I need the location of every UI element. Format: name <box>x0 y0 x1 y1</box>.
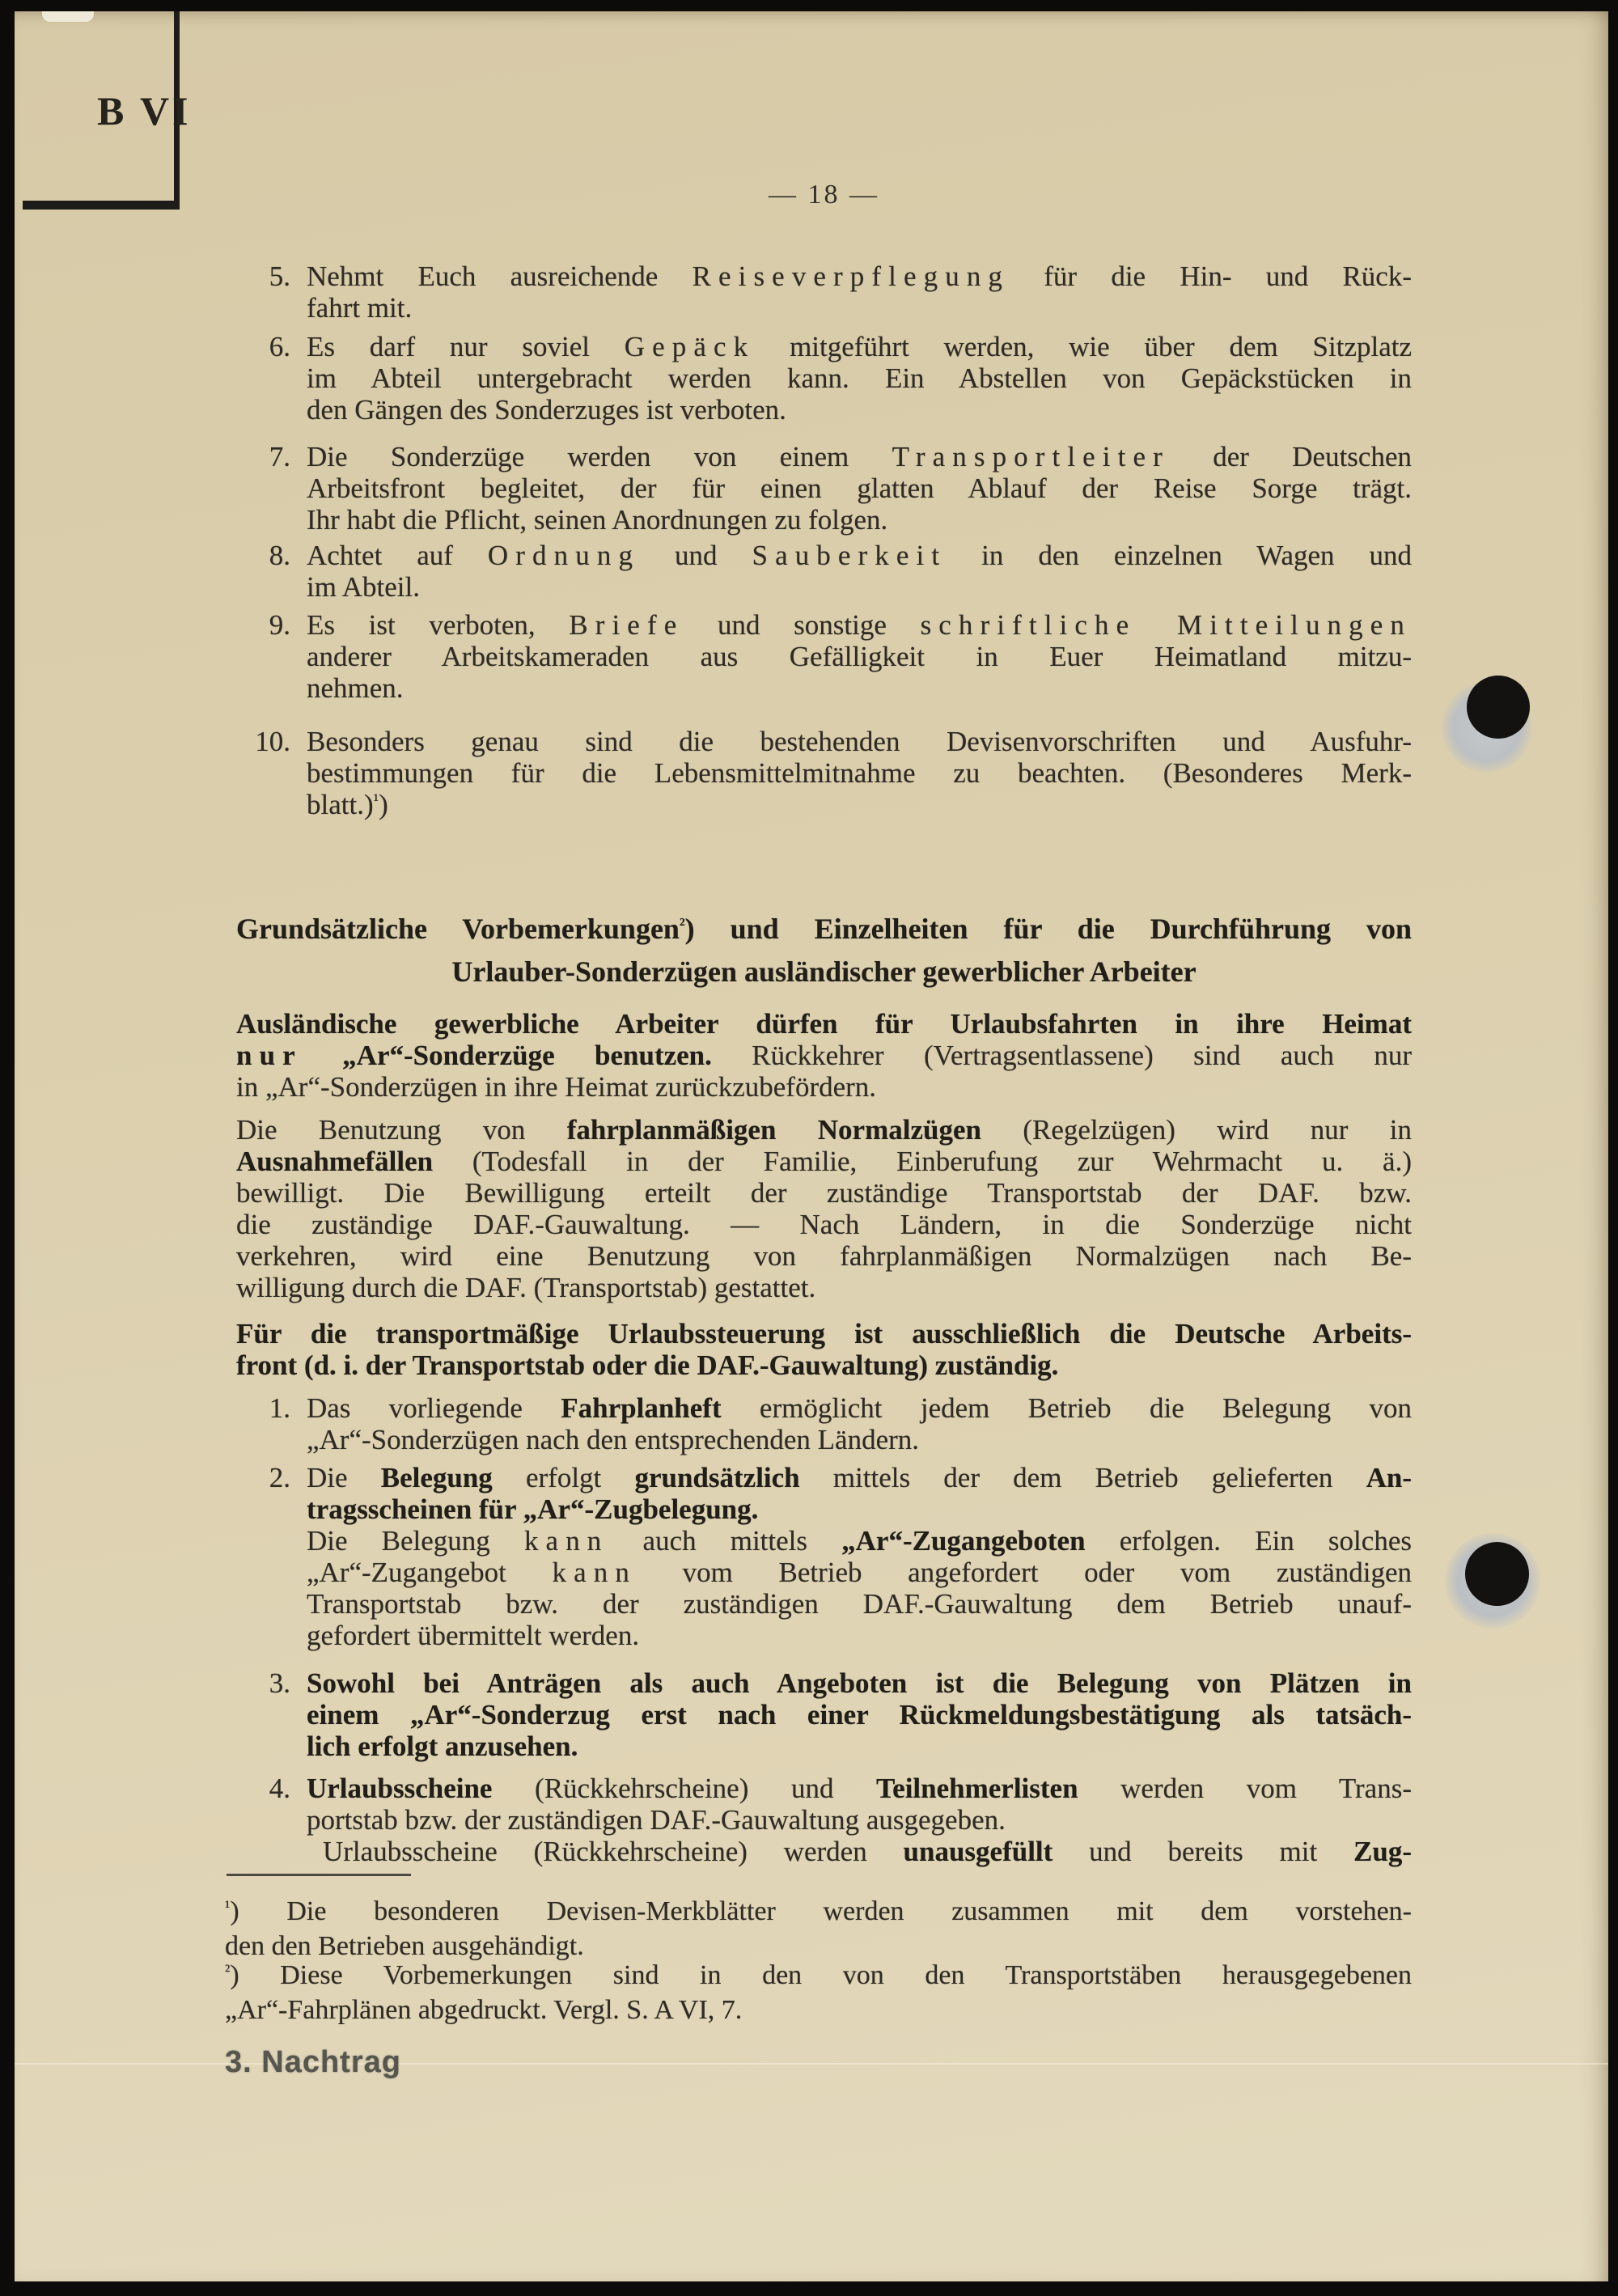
supplement-label: 3. Nachtrag <box>225 2045 401 2079</box>
text-run: Ordnung <box>487 540 641 571</box>
text-run: Für die transportmäßige Urlaubssteuerung ist ausschließlich die Deutsche Arbeits- <box>236 1318 1412 1349</box>
text-run: Fahrplanheft <box>561 1392 722 1424</box>
text-line <box>307 1557 1412 1588</box>
text-line <box>236 1008 1412 1040</box>
text-run: An- <box>1366 1462 1412 1493</box>
text-run: den den Betrieben ausgehändigt. <box>225 1931 584 1961</box>
corner-box-horizontal-rule <box>23 201 180 210</box>
text-line <box>307 1836 1412 1867</box>
section-heading <box>236 909 1412 991</box>
normal-trains-paragraph <box>236 1114 1412 1303</box>
text-line <box>236 909 1412 952</box>
text-run: gefordert übermittelt werden. <box>307 1620 640 1651</box>
text-run: „Ar“-Sonderzügen nach den entsprechenden Ländern. <box>307 1424 920 1455</box>
text-run: grundsätzlich <box>634 1462 800 1493</box>
text-run: Urlauber-Sonderzügen ausländischer gewerblicher Arbeiter <box>451 955 1197 988</box>
list-item <box>218 261 1412 324</box>
item-number: 8. <box>269 540 290 571</box>
text-line <box>307 726 1412 757</box>
text-run: Ausnahmefällen <box>236 1146 434 1177</box>
text-line <box>307 609 1412 641</box>
text-line <box>236 1272 1412 1303</box>
text-line <box>307 1699 1412 1730</box>
text-line <box>307 1392 1412 1424</box>
text-run: Teilnehmerlisten <box>876 1773 1078 1804</box>
text-run: ¹ <box>373 790 379 811</box>
text-run: Achtet auf <box>307 540 488 571</box>
text-line <box>307 540 1412 571</box>
hole-punch <box>1465 1542 1529 1606</box>
text-run: fahrt mit. <box>307 292 413 324</box>
item-text <box>307 609 1412 704</box>
text-line <box>236 1071 1412 1103</box>
item-number: 10. <box>255 726 290 757</box>
intro-paragraph <box>236 1008 1412 1103</box>
text-line <box>307 331 1412 362</box>
text-line <box>307 1667 1412 1699</box>
text-run: lich erfolgt anzusehen. <box>307 1730 578 1762</box>
item-number: 9. <box>269 609 290 641</box>
text-run: Transportstab bzw. der zuständigen DAF.-Gauwaltung dem Betrieb unauf- <box>307 1588 1412 1620</box>
text-run: Es ist verboten, <box>307 609 570 641</box>
text-line <box>225 1896 1412 1930</box>
text-run: ) und Einzelheiten für die Durchführung von <box>684 913 1412 945</box>
text-line <box>236 1114 1412 1146</box>
text-run: mittels der dem Betrieb gelieferten <box>799 1462 1366 1493</box>
text-line <box>307 394 1412 426</box>
text-line <box>307 472 1412 504</box>
item-number: 6. <box>269 331 290 362</box>
text-run: Es darf nur soviel <box>307 331 625 362</box>
text-run: willigung durch die DAF. (Transportstab) gestattet. <box>236 1272 816 1303</box>
text-run: Urlaubsscheine (Rückkehrscheine) werden <box>323 1836 904 1867</box>
text-run: front (d. i. der Transportstab oder die DAF.-Gauwaltung) zuständig. <box>236 1349 1059 1381</box>
text-run: den Gängen des Sonderzuges ist verboten. <box>307 394 786 426</box>
text-line <box>307 504 1412 536</box>
text-run: ¹ <box>225 1896 231 1917</box>
text-run: auch mittels <box>608 1525 842 1557</box>
footnote-1 <box>225 1896 1412 1962</box>
text-run: und sonstige <box>684 609 921 641</box>
text-run: blatt.) <box>307 789 374 820</box>
text-line <box>307 362 1412 394</box>
text-run: nehmen. <box>307 672 404 704</box>
item-number: 4. <box>269 1773 290 1804</box>
text-run: (Todesfall in der Familie, Einberufung zur Wehrmacht u. ä.) <box>433 1146 1412 1177</box>
text-line <box>236 1146 1412 1177</box>
text-run: Gepäck <box>624 331 756 362</box>
text-run: Ausländische gewerbliche Arbeiter dürfen für Urlaubsfahrten in ihre Heimat <box>236 1008 1412 1040</box>
text-run: Die Sonderzüge werden von einem <box>307 441 892 472</box>
text-line <box>307 672 1412 704</box>
text-run: „Ar“-Zugangeboten <box>841 1525 1086 1557</box>
text-line <box>236 952 1412 991</box>
text-run: (Regelzügen) wird nur in <box>981 1114 1412 1146</box>
text-run: schriftliche Mitteilungen <box>920 609 1412 641</box>
text-run: kann <box>523 1525 609 1557</box>
text-run: Die <box>307 1462 381 1493</box>
text-line <box>236 1040 1412 1071</box>
text-line <box>236 1349 1412 1381</box>
text-run: Rückkehrer (Vertragsentlassene) sind auch nur <box>711 1040 1412 1071</box>
text-run: erfolgt <box>492 1462 635 1493</box>
text-run: Das vorliegende <box>307 1392 561 1424</box>
text-line <box>307 789 1412 824</box>
list-item <box>218 1462 1412 1651</box>
text-line <box>225 1959 1412 1994</box>
text-run: Transportleiter <box>892 441 1170 472</box>
paper-tear <box>42 11 94 22</box>
text-run: Sauberkeit <box>752 540 947 571</box>
text-run: „Ar“-Sonderzüge benutzen. <box>302 1040 712 1071</box>
text-run: einem „Ar“-Sonderzug erst nach einer Rückmeldungsbestätigung als tatsäch- <box>307 1699 1412 1730</box>
text-run: „Ar“-Zugangebot <box>307 1557 553 1588</box>
item-text <box>307 540 1412 603</box>
text-line <box>236 1209 1412 1240</box>
text-run: Besonders genau sind die bestehenden Devisenvorschriften und Ausfuhr- <box>307 726 1412 757</box>
text-run: Nehmt Euch ausreichende <box>307 261 693 292</box>
item-text <box>307 261 1412 324</box>
text-line <box>307 1493 1412 1525</box>
text-run: ² <box>679 913 685 934</box>
list-item <box>218 331 1412 426</box>
text-run: im Abteil untergebracht werden kann. Ein Abstellen von Gepäckstücken in <box>307 362 1412 394</box>
text-run: ) Die besonderen Devisen-Merkblätter werden zusammen mit dem vorstehen- <box>230 1896 1412 1926</box>
text-run: in „Ar“-Sonderzügen in ihre Heimat zurückzubefördern. <box>236 1071 877 1103</box>
item-text <box>307 331 1412 426</box>
text-line <box>236 1318 1412 1349</box>
text-run: (Rückkehrscheine) und <box>492 1773 877 1804</box>
list-item <box>218 609 1412 704</box>
footnote-2 <box>225 1959 1412 2026</box>
text-line <box>307 757 1412 789</box>
text-run: tragsscheinen für „Ar“-Zugbelegung. <box>307 1493 759 1525</box>
text-line <box>307 292 1412 324</box>
text-run: für die Hin- und Rück- <box>1010 261 1412 292</box>
list-item <box>218 1773 1412 1867</box>
item-text <box>307 1392 1412 1455</box>
hole-punch <box>1467 676 1530 739</box>
text-run: Belegung <box>380 1462 493 1493</box>
text-run: und <box>640 540 752 571</box>
text-run: Die Belegung <box>307 1525 524 1557</box>
item-number: 5. <box>269 261 290 292</box>
text-run: bewilligt. Die Bewilligung erteilt der zuständige Transportstab der DAF. bzw. <box>236 1177 1412 1209</box>
text-line <box>307 641 1412 672</box>
text-run: vom Betrieb angefordert oder vom zuständigen <box>636 1557 1412 1588</box>
text-run: Zug- <box>1353 1836 1412 1867</box>
text-line <box>307 1424 1412 1455</box>
text-run: ² <box>225 1960 231 1980</box>
text-line <box>307 1462 1412 1493</box>
text-line <box>307 441 1412 472</box>
text-line <box>307 571 1412 603</box>
text-line <box>236 1240 1412 1272</box>
list-item <box>218 726 1412 824</box>
text-line <box>225 1994 1412 2026</box>
text-run: Ihr habt die Pflicht, seinen Anordnungen zu folgen. <box>307 504 888 536</box>
text-run: ) <box>379 789 388 820</box>
item-text <box>307 1462 1412 1651</box>
item-text <box>307 1773 1412 1867</box>
text-run: ermöglicht jedem Betrieb die Belegung von <box>721 1392 1412 1424</box>
text-run: Die Benutzung von <box>236 1114 567 1146</box>
section-label: B VI <box>97 88 192 133</box>
text-run: erfolgen. Ein solches <box>1085 1525 1412 1557</box>
text-line <box>225 1930 1412 1962</box>
text-run: Arbeitsfront begleitet, der für einen glatten Ablauf der Reise Sorge trägt. <box>307 472 1412 504</box>
text-run: verkehren, wird eine Benutzung von fahrplanmäßigen Normalzügen nach Be- <box>236 1240 1412 1272</box>
footnote-separator <box>227 1874 411 1876</box>
text-run: die zuständige DAF.-Gauwaltung. — Nach Ländern, in die Sonderzüge nicht <box>236 1209 1412 1240</box>
text-run: im Abteil. <box>307 571 420 603</box>
list-item <box>218 1667 1412 1762</box>
text-run: fahrplanmäßigen Normalzügen <box>566 1114 981 1146</box>
text-line <box>307 1773 1412 1804</box>
text-run: nur <box>236 1040 303 1071</box>
list-item <box>218 540 1412 603</box>
text-run: werden vom Trans- <box>1078 1773 1412 1804</box>
text-run: Grundsätzliche Vorbemerkungen <box>236 913 680 945</box>
text-run: „Ar“-Fahrplänen abgedruckt. Vergl. S. A VI, 7. <box>225 1995 743 2025</box>
text-run: ) Diese Vorbemerkungen sind in den von den Transportstäben herausgegebenen <box>230 1960 1412 1990</box>
list-item <box>218 441 1412 536</box>
item-text <box>307 1667 1412 1762</box>
text-run: anderer Arbeitskameraden aus Gefälligkeit in Euer Heimatland mitzu- <box>307 641 1412 672</box>
text-run: Sowohl bei Anträgen als auch Angeboten ist die Belegung von Plätzen in <box>307 1667 1412 1699</box>
text-line <box>307 1730 1412 1762</box>
text-line <box>236 1177 1412 1209</box>
responsibility-paragraph <box>236 1318 1412 1381</box>
text-run: Reiseverpflegung <box>692 261 1010 292</box>
text-line <box>307 1588 1412 1620</box>
text-run: kann <box>552 1557 637 1588</box>
text-run: der Deutschen <box>1169 441 1413 472</box>
text-run: bestimmungen für die Lebensmittelmitnahme zu beachten. (Besonderes Merk- <box>307 757 1412 789</box>
item-number: 1. <box>269 1392 290 1424</box>
item-number: 2. <box>269 1462 290 1493</box>
text-line <box>307 1620 1412 1651</box>
text-run: Urlaubsscheine <box>307 1773 493 1804</box>
text-line <box>307 261 1412 292</box>
text-run: und bereits mit <box>1053 1836 1354 1867</box>
text-run: in den einzelnen Wagen und <box>947 540 1413 571</box>
text-run: portstab bzw. der zuständigen DAF.-Gauwaltung ausgegeben. <box>307 1804 1006 1836</box>
item-number: 7. <box>269 441 290 472</box>
text-line <box>307 1525 1412 1557</box>
text-run: unausgefüllt <box>903 1836 1053 1867</box>
page-number: — 18 — <box>769 180 879 210</box>
item-number: 3. <box>269 1667 290 1699</box>
item-text <box>307 441 1412 536</box>
text-run: Briefe <box>569 609 684 641</box>
list-item <box>218 1392 1412 1455</box>
text-run: mitgeführt werden, wie über dem Sitzplatz <box>755 331 1412 362</box>
item-text <box>307 726 1412 824</box>
text-line <box>307 1804 1412 1836</box>
